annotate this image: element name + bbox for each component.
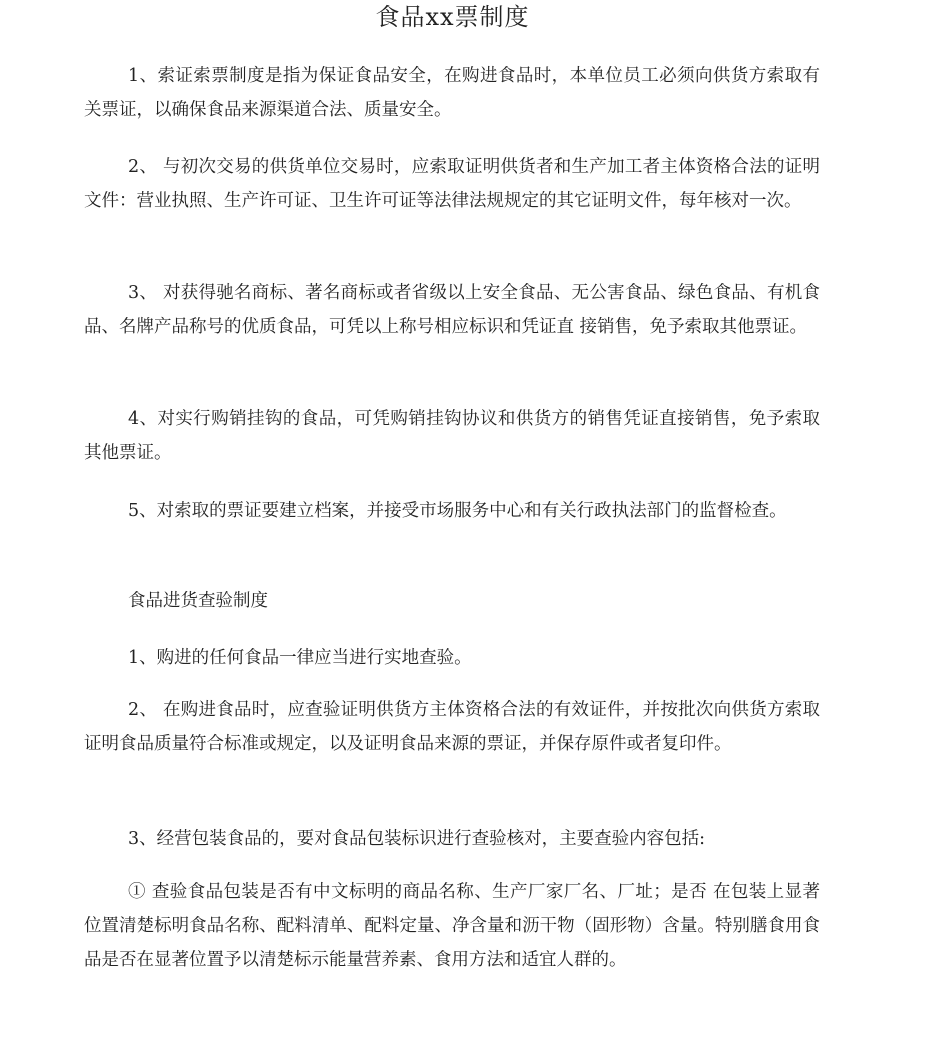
paragraph-3: 3、 对获得驰名商标、著名商标或者省级以上安全食品、无公害食品、绿色食品、有机食品、名牌产品称号的优质食品，可凭以上称号相应标识和凭证直 接销售，免予索取其他票证。 <box>84 283 820 337</box>
section-2-title: 食品进货查验制度 <box>128 591 268 611</box>
section-2-paragraph-1: 1、购进的任何食品一律应当进行实地查验。 <box>128 648 472 668</box>
paragraph-4: 4、对实行购销挂钩的食品，可凭购销挂钩协议和供货方的销售凭证直接销售，免予索取其他票证。 <box>84 409 820 463</box>
paragraph-2: 2、 与初次交易的供货单位交易时，应索取证明供货者和生产加工者主体资格合法的证明文件：营业执照、生产许可证、卫生许可证等法律法规规定的其它证明文件，每年核对一次。 <box>84 157 820 211</box>
section-2-paragraph-3: 3、经营包装食品的，要对食品包装标识进行查验核对，主要查验内容包括: <box>128 829 706 849</box>
paragraph-5: 5、对索取的票证要建立档案，并接受市场服务中心和有关行政执法部门的监督检查。 <box>128 501 787 521</box>
section-2-paragraph-2: 2、 在购进食品时，应查验证明供货方主体资格合法的有效证件，并按批次向供货方索取证明食品质量符合标准或规定，以及证明食品来源的票证，并保存原件或者复印件。 <box>84 700 820 754</box>
paragraph-1: 1、索证索票制度是指为保证食品安全，在购进食品时，本单位员工必须向供货方索取有关票证，以确保食品来源渠道合法、质量安全。 <box>84 66 820 120</box>
document-title: 食品xx票制度 <box>375 3 530 31</box>
section-2-paragraph-4: ① 查验食品包装是否有中文标明的商品名称、生产厂家厂名、厂址；是否 在包装上显著位置清楚标明食品名称、配料清单、配料定量、净含量和沥干物（固形物）含量。特别膳食用食品是否在显著位置予以清楚标示能量营养素、食用方法和适宜人群的。 <box>84 882 820 970</box>
